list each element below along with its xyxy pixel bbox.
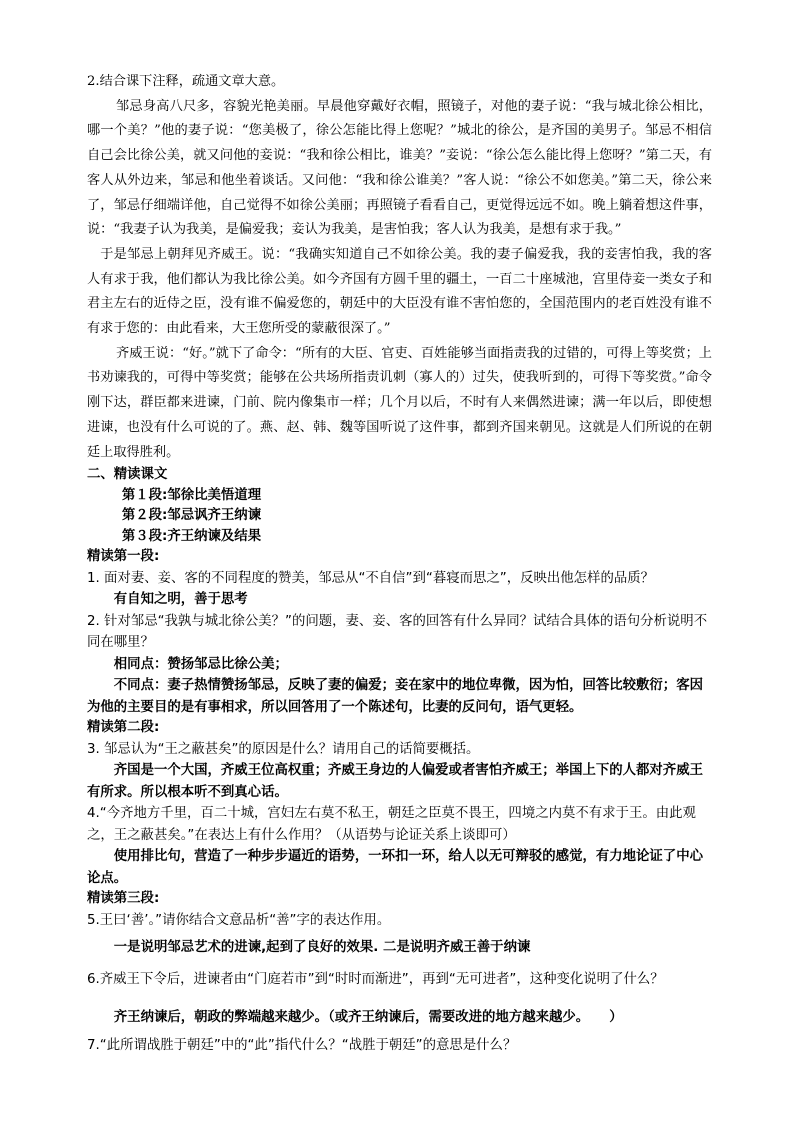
reading3-title: 精读第三段: bbox=[87, 891, 160, 907]
answer-2-same: 相同点：赞扬邹忌比徐公美； bbox=[113, 656, 288, 672]
question-6: 6.齐威王下令后，进谏者由“门庭若市”到“时时而渐进”，再到“无可进者”，这种变化说明了什么？ bbox=[87, 971, 664, 987]
paragraph-summary-2: 第２段:邹忌讽齐王纳谏 bbox=[121, 508, 262, 524]
paragraph-summary-1: 第１段:邹徐比美悟道理 bbox=[121, 487, 262, 503]
question-4: 4.“今齐地方千里，百二十城，宫妇左右莫不私王，朝廷之臣莫不畏王，四境之内莫不有求于王。由此观之，王之蔽甚矣。”在表达上有什么作用？（从语势与论证关系上谈即可） bbox=[87, 806, 696, 843]
answer-6: 齐王纳谏后，朝政的弊端越来越少。（或齐王纳谏后，需要改进的地方越来越少。 ） bbox=[113, 1009, 623, 1025]
translation-paragraph-1: 邹忌身高八尺多，容貌光艳美丽。早晨他穿戴好衣帽，照镜子，对他的妻子说：“我与城北徐公相比，哪一个美？”他的妻子说：“您美极了，徐公怎能比得上您呢？”城北的徐公，是齐国的美男子。邹忌不相信自己会比徐公美，就又问他的妾说：“我和徐公相比，谁美？”妾说：“徐公怎么能比得上您呀？”第二天，有客人从外边来，邹忌和他坐着谈话。又问他：“我和徐公谁美？”客人说：“徐公不如您美。”第二天，徐公来了，邹忌仔细端详他，自己觉得不如徐公美丽；再照镜子看看自己，更觉得远远不如。晚上躺着想这件事，说：“我妻子认为我美，是偏爱我；妾认为我美，是害怕我；客人认为我美，是想有求于我。” bbox=[87, 98, 712, 238]
answer-3: 齐国是一个大国，齐威王位高权重；齐威王身边的人偏爱或者害怕齐威王；举国上下的人都对齐威王有所求。所以根本听不到真心话。 bbox=[87, 763, 703, 800]
question-1: 1. 面对妻、妾、客的不同程度的赞美，邹忌从“不自信”到“暮寝而思之”，反映出他怎样的品质？ bbox=[87, 570, 655, 586]
reading1-title: 精读第一段: bbox=[87, 549, 160, 565]
question-2: 2. 针对邹忌“我孰与城北徐公美？”的问题，妻、妾、客的回答有什么异同？试结合具体的语句分析说明不同在哪里？ bbox=[87, 613, 708, 651]
section-title: 二、精读课文 bbox=[87, 467, 168, 483]
translation-paragraph-2: 于是邹忌上朝拜见齐威王。说：“我确实知道自己不如徐公美。我的妻子偏爱我，我的妾害怕我，我的客人有求于我，他们都认为我比徐公美。如今齐国有方圆千里的疆土，一百二十座城池，宫里侍妾一类女子和君主左右的近侍之臣，没有谁不偏爱您的，朝廷中的大臣没有谁不害怕您的，全国范围内的老百姓没有谁不有求于您的：由此看来，大王您所受的蒙蔽很深了。” bbox=[87, 246, 712, 337]
answer-2-diff: 不同点：妻子热情赞扬邹忌，反映了妻的偏爱；妾在家中的地位卑微，因为怕，回答比较敷衍；客因为他的主要目的是有事相求，所以回答用了一个陈述句，比妻的反问句，语气更轻。 bbox=[87, 678, 703, 715]
document-page bbox=[87, 70, 712, 1056]
answer-5: 一是说明邹忌艺术的进谏,起到了良好的效果. 二是说明齐威王善于纳谏 bbox=[113, 940, 531, 956]
translation-paragraph-3: 齐威王说：“好。”就下了命令：“所有的大臣、官吏、百姓能够当面指责我的过错的，可得上等奖赏；上书劝谏我的，可得中等奖赏；能够在公共场所指责讥刺（寡人的）过失，使我听到的，可得下等奖赏。”命令刚下达，群臣都来进谏，门前、院内像集市一样；几个月以后，不时有人来偶然进谏；满一年以后，即使想进谏，也没有什么可说的了。燕、赵、韩、魏等国听说了这件事，都到齐国来朝见。这就是人们所说的在朝廷上取得胜利。 bbox=[87, 345, 712, 460]
question-5: 5.王曰‘善’。”请你结合文意品析“善”字的表达作用。 bbox=[87, 912, 391, 928]
translation-heading: 2.结合课下注释，疏通文章大意。 bbox=[87, 74, 285, 89]
paragraph-summary-3: 第３段:齐王纳谏及结果 bbox=[121, 528, 262, 544]
question-7: 7.“此所谓战胜于朝廷”中的“此”指代什么？“战胜于朝廷”的意思是什么？ bbox=[87, 1037, 517, 1053]
question-3: 3. 邹忌认为“王之蔽甚矣”的原因是什么？请用自己的话简要概括。 bbox=[87, 741, 480, 757]
reading2-title: 精读第二段: bbox=[87, 720, 160, 736]
answer-4: 使用排比句，营造了一种步步逼近的语势，一环扣一环，给人以无可辩驳的感觉，有力地论证了中心论点。 bbox=[87, 849, 703, 886]
answer-1: 有自知之明，善于思考 bbox=[113, 592, 248, 608]
